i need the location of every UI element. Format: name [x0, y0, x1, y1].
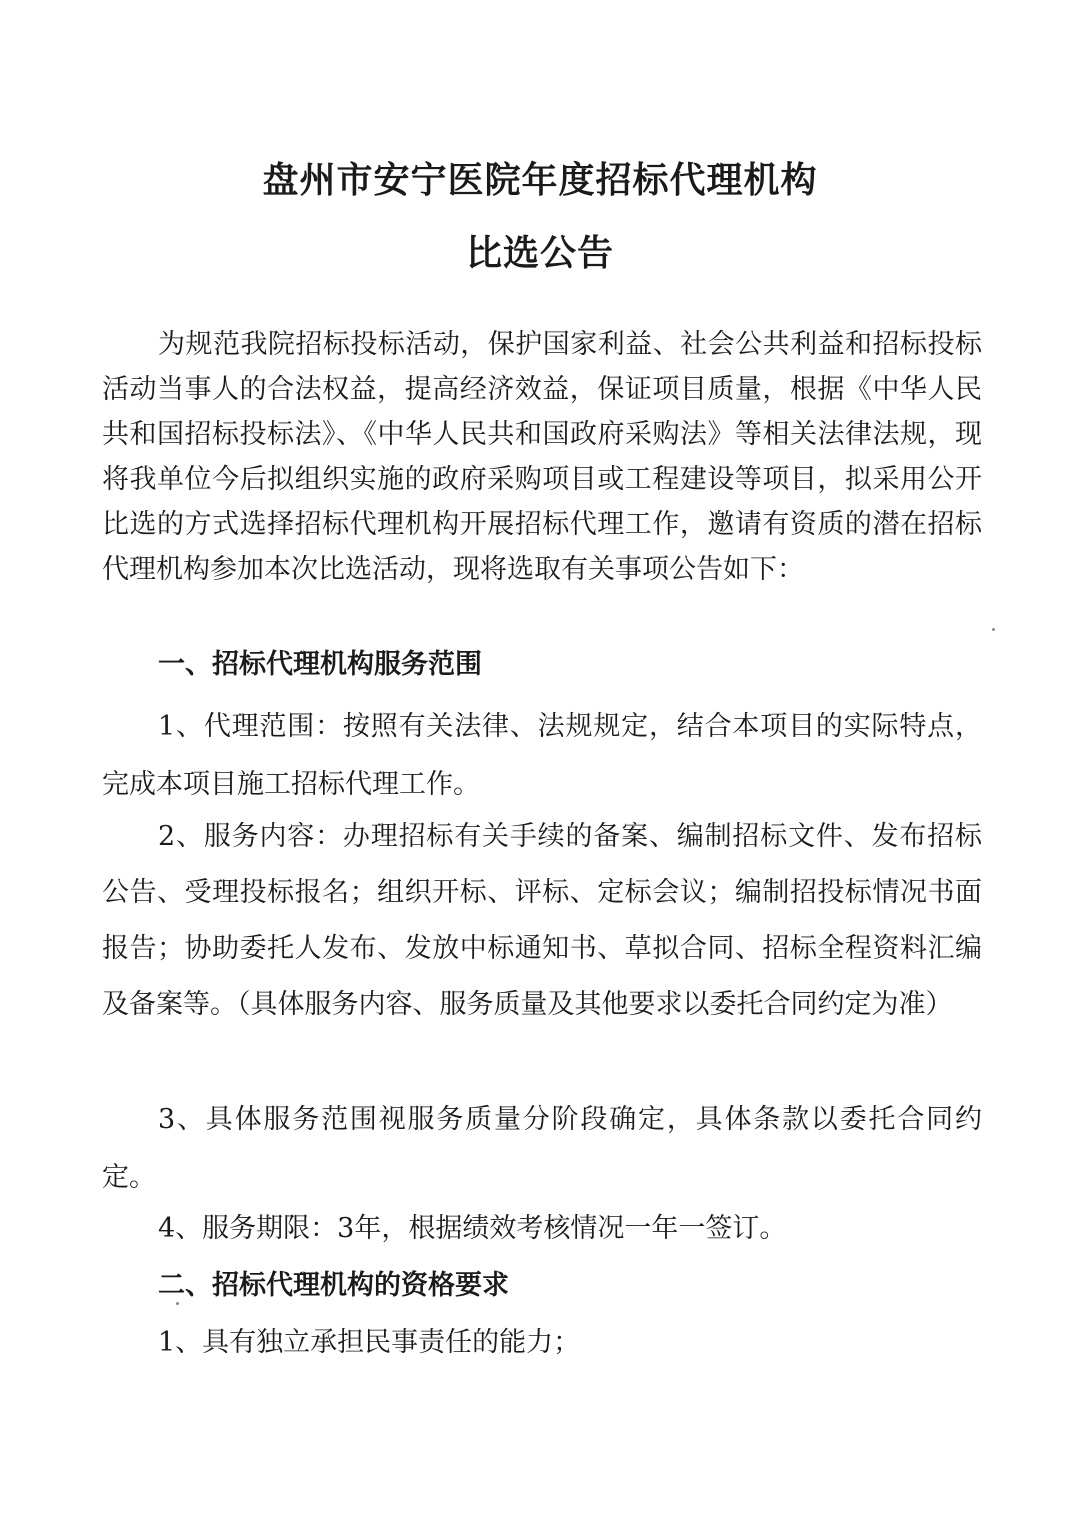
section1-heading: 一、招标代理机构服务范围	[158, 649, 482, 680]
section1-item4: 4、服务期限：3年，根据绩效考核情况一年一签订。	[158, 1213, 787, 1244]
document-title-line1: 盘州市安宁医院年度招标代理机构	[262, 160, 818, 201]
section2-heading: 二、招标代理机构的资格要求	[158, 1270, 509, 1301]
scan-speck	[992, 628, 995, 631]
document-title-line2: 比选公告	[465, 233, 614, 274]
section1-item2: 2、服务内容：办理招标有关手续的备案、编制招标文件、发布招标公告、受理投标报名；组织开标、评标、定标会议；编制招投标情况书面报告；协助委托人发布、发放中标通知书、草拟合同、招标全程资料汇编及备案等。（具体服务内容、服务质量及其他要求以委托合同约定为准）	[102, 821, 982, 1020]
scan-speck	[176, 1302, 179, 1305]
section2-item1: 1、具有独立承担民事责任的能力；	[158, 1327, 581, 1358]
intro-paragraph: 为规范我院招标投标活动，保护国家利益、社会公共利益和招标投标活动当事人的合法权益，提高经济效益，保证项目质量，根据《中华人民共和国招标投标法》、《中华人民共和国政府采购法》等相关法律法规，现将我单位今后拟组织实施的政府采购项目或工程建设等项目，拟采用公开比选的方式选择招标代理机构开展招标代理工作，邀请有资质的潜在招标代理机构参加本次比选活动，现将选取有关事项公告如下：	[102, 329, 982, 585]
section1-item1: 1、代理范围：按照有关法律、法规规定，结合本项目的实际特点，完成本项目施工招标代理工作。	[102, 711, 982, 800]
section1-item3: 3、具体服务范围视服务质量分阶段确定，具体条款以委托合同约定。	[102, 1104, 982, 1193]
